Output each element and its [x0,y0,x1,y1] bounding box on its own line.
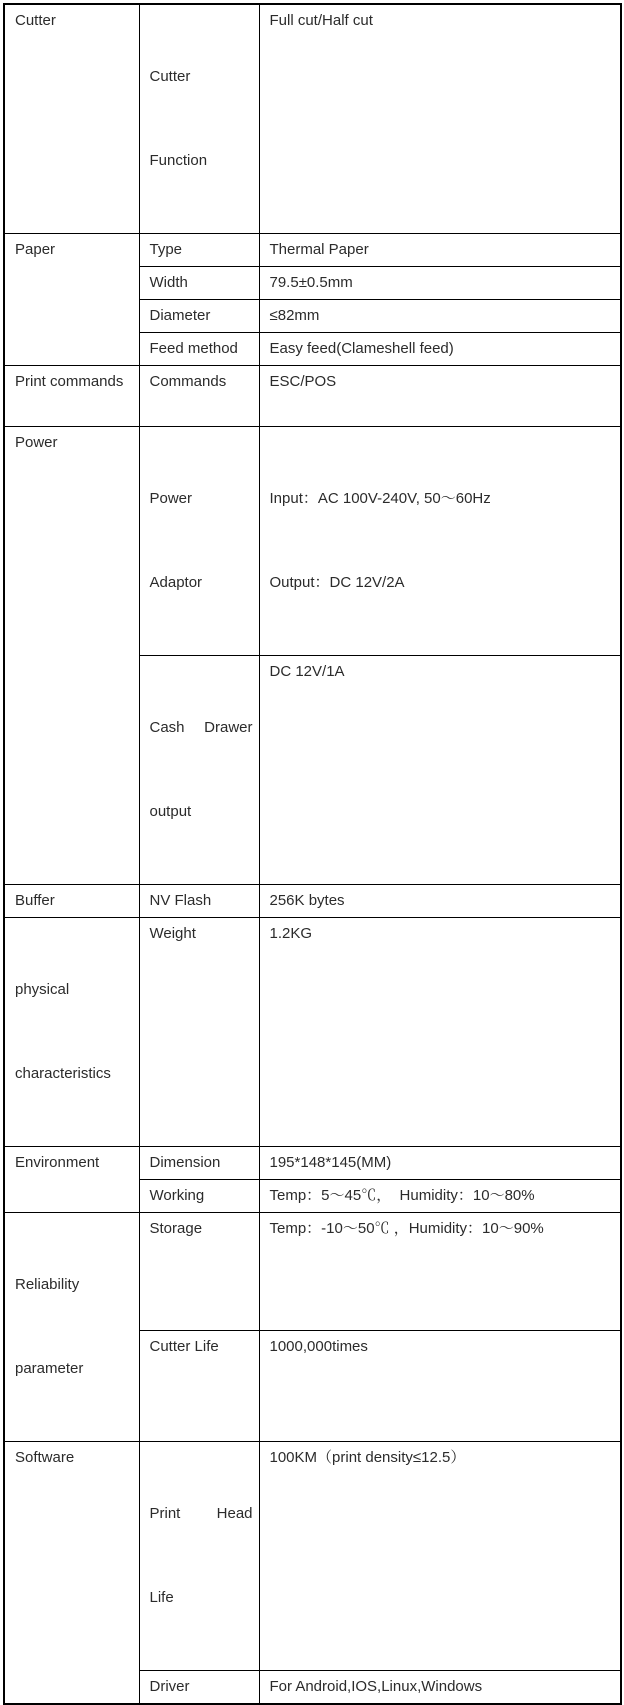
spec-value-line: Input：AC 100V-240V, 50～60Hz [269,490,491,507]
table-row-power-adaptor [4,427,621,656]
spec-name-cell: Feed method [139,333,259,366]
spec-value-cell: ≤82mm [259,300,621,333]
table-row-print-commands [4,366,621,427]
spec-name-cell: Cutter Life [139,1330,259,1441]
spec-value-cell: ESC/POS [259,366,621,427]
table-row-paper-type [4,234,621,267]
spec-name-cell: Type [139,234,259,267]
spec-name-line: Adaptor [149,574,203,591]
category-cell-environment: Environment [4,1147,139,1213]
spec-name-cell [139,656,259,885]
spec-name-line: Power [149,490,193,507]
spec-value-cell: Temp：-10～50℃ ，Humidity：10～90% [259,1213,621,1331]
printer-spec-table [3,3,622,1705]
spec-name-cell: Dimension [139,1147,259,1180]
spec-value-cell: 100KM（print density≤12.5） [259,1442,621,1671]
table-row-storage [4,1213,621,1331]
spec-name-line: Function [149,152,208,169]
spec-name-line: output [149,803,192,820]
category-cell-physical-characteristics [4,918,139,1147]
spec-name-cell: NV Flash [139,885,259,918]
spec-value-cell: DC 12V/1A [259,656,621,885]
spec-name-word: Head [216,1505,253,1522]
spec-name-word: Cash [149,719,185,736]
spec-name-cell: Diameter [139,300,259,333]
spec-value-line: Output：DC 12V/2A [269,574,405,591]
spec-name-line: Life [149,1589,174,1606]
spec-value-cell: For Android,IOS,Linux,Windows [259,1671,621,1705]
spec-value-cell: 1000,000times [259,1330,621,1441]
category-line: Reliability [15,1276,80,1293]
category-cell-buffer: Buffer [4,885,139,918]
spec-name-cell: Width [139,267,259,300]
spec-name-cell: Commands [139,366,259,427]
spec-name-cell: Driver [139,1671,259,1705]
spec-value-cell: Full cut/Half cut [259,4,621,234]
category-cell-paper: Paper [4,234,139,366]
spec-name-word: Print [149,1505,181,1522]
spec-name-cell: Weight [139,918,259,1147]
spec-value-cell: Thermal Paper [259,234,621,267]
table-row-physical [4,918,621,1147]
spec-name-cell: Working [139,1180,259,1213]
spec-value-cell [259,427,621,656]
spec-name-cell [139,427,259,656]
table-row-environment-dimension [4,1147,621,1180]
spec-name-line [150,714,253,742]
category-line: characteristics [15,1065,111,1082]
category-cell-cutter: Cutter [4,4,139,234]
category-line: parameter [15,1360,84,1377]
category-cell-software: Software [4,1442,139,1705]
spec-name-line [150,1500,253,1528]
table-row-cutter [4,4,621,234]
spec-value-cell: 1.2KG [259,918,621,1147]
spec-name-cell [139,1442,259,1671]
spec-value-cell: 79.5±0.5mm [259,267,621,300]
spec-value-cell: Temp：5～45℃， Humidity：10～80% [259,1180,621,1213]
spec-name-line: Cutter [149,68,191,85]
category-cell-power: Power [4,427,139,885]
spec-value-cell: 195*148*145(MM) [259,1147,621,1180]
category-cell-print-commands: Print commands [4,366,139,427]
category-cell-reliability [4,1213,139,1442]
table-row-buffer [4,885,621,918]
spec-name-word: Drawer [204,719,253,736]
table-row-print-head-life [4,1442,621,1671]
spec-name-cell [139,4,259,234]
spec-value-cell: Easy feed(Clameshell feed) [259,333,621,366]
spec-value-cell: 256K bytes [259,885,621,918]
spec-name-cell: Storage [139,1213,259,1331]
category-line: physical [15,981,70,998]
